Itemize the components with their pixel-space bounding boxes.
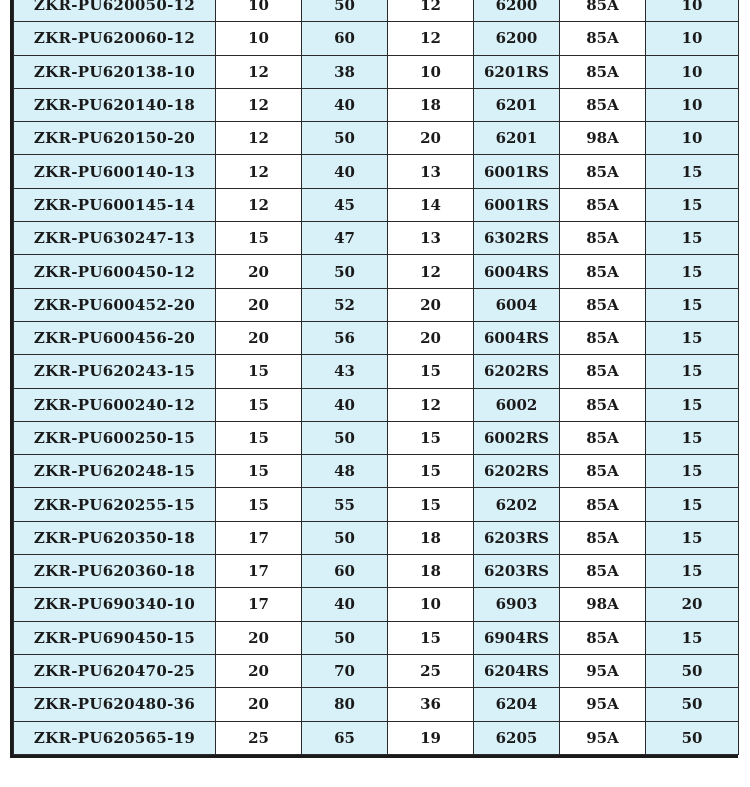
cell-bearing: 6204 <box>474 688 560 721</box>
cell-load: 10 <box>646 0 739 22</box>
cell-inner-diameter: 17 <box>216 588 302 621</box>
cell-model: ZKR-PU620565-19 <box>14 721 216 754</box>
cell-width: 36 <box>388 688 474 721</box>
cell-width: 19 <box>388 721 474 754</box>
cell-load: 15 <box>646 321 739 354</box>
spec-table-body <box>14 0 739 754</box>
cell-outer-diameter: 50 <box>302 122 388 155</box>
cell-bearing: 6002 <box>474 388 560 421</box>
cell-outer-diameter: 56 <box>302 321 388 354</box>
cell-model: ZKR-PU620060-12 <box>14 22 216 55</box>
cell-hardness: 85A <box>560 255 646 288</box>
cell-hardness: 85A <box>560 521 646 554</box>
cell-hardness: 85A <box>560 88 646 121</box>
cell-hardness: 85A <box>560 188 646 221</box>
cell-hardness: 98A <box>560 588 646 621</box>
cell-bearing: 6203RS <box>474 521 560 554</box>
cell-hardness: 98A <box>560 122 646 155</box>
table-row <box>14 488 739 521</box>
cell-bearing: 6004RS <box>474 321 560 354</box>
cell-hardness: 85A <box>560 455 646 488</box>
cell-load: 15 <box>646 555 739 588</box>
cell-width: 15 <box>388 621 474 654</box>
cell-inner-diameter: 15 <box>216 222 302 255</box>
cell-hardness: 85A <box>560 155 646 188</box>
cell-model: ZKR-PU620150-20 <box>14 122 216 155</box>
cell-load: 10 <box>646 55 739 88</box>
cell-bearing: 6001RS <box>474 188 560 221</box>
cell-hardness: 85A <box>560 288 646 321</box>
cell-width: 18 <box>388 88 474 121</box>
cell-load: 15 <box>646 288 739 321</box>
cell-model: ZKR-PU600456-20 <box>14 321 216 354</box>
cell-bearing: 6904RS <box>474 621 560 654</box>
cell-model: ZKR-PU620138-10 <box>14 55 216 88</box>
cell-bearing: 6903 <box>474 588 560 621</box>
cell-outer-diameter: 50 <box>302 255 388 288</box>
cell-bearing: 6004RS <box>474 255 560 288</box>
table-row <box>14 155 739 188</box>
spec-table-container <box>10 0 738 758</box>
cell-inner-diameter: 20 <box>216 621 302 654</box>
cell-hardness: 85A <box>560 555 646 588</box>
table-row <box>14 654 739 687</box>
table-row <box>14 22 739 55</box>
cell-load: 15 <box>646 355 739 388</box>
cell-bearing: 6200 <box>474 22 560 55</box>
cell-width: 18 <box>388 555 474 588</box>
table-row <box>14 721 739 754</box>
cell-inner-diameter: 12 <box>216 155 302 188</box>
cell-outer-diameter: 50 <box>302 521 388 554</box>
cell-load: 10 <box>646 88 739 121</box>
cell-outer-diameter: 48 <box>302 455 388 488</box>
table-row <box>14 521 739 554</box>
table-row <box>14 455 739 488</box>
cell-inner-diameter: 12 <box>216 188 302 221</box>
cell-model: ZKR-PU620248-15 <box>14 455 216 488</box>
cell-model: ZKR-PU620050-12 <box>14 0 216 22</box>
table-row <box>14 122 739 155</box>
cell-outer-diameter: 52 <box>302 288 388 321</box>
cell-hardness: 95A <box>560 688 646 721</box>
cell-width: 12 <box>388 255 474 288</box>
cell-hardness: 85A <box>560 388 646 421</box>
cell-outer-diameter: 80 <box>302 688 388 721</box>
cell-inner-diameter: 15 <box>216 488 302 521</box>
cell-load: 15 <box>646 222 739 255</box>
cell-outer-diameter: 60 <box>302 555 388 588</box>
cell-outer-diameter: 47 <box>302 222 388 255</box>
cell-bearing: 6001RS <box>474 155 560 188</box>
cell-width: 25 <box>388 654 474 687</box>
cell-hardness: 95A <box>560 654 646 687</box>
cell-bearing: 6205 <box>474 721 560 754</box>
cell-width: 20 <box>388 288 474 321</box>
cell-outer-diameter: 40 <box>302 155 388 188</box>
cell-width: 20 <box>388 122 474 155</box>
cell-load: 10 <box>646 22 739 55</box>
cell-width: 12 <box>388 0 474 22</box>
cell-load: 50 <box>646 688 739 721</box>
cell-inner-diameter: 20 <box>216 688 302 721</box>
table-row <box>14 88 739 121</box>
cell-inner-diameter: 10 <box>216 0 302 22</box>
cell-inner-diameter: 15 <box>216 388 302 421</box>
cell-load: 15 <box>646 155 739 188</box>
table-row <box>14 355 739 388</box>
table-row <box>14 222 739 255</box>
cell-model: ZKR-PU620470-25 <box>14 654 216 687</box>
cell-outer-diameter: 40 <box>302 588 388 621</box>
cell-model: ZKR-PU600145-14 <box>14 188 216 221</box>
table-row <box>14 0 739 22</box>
cell-bearing: 6202RS <box>474 455 560 488</box>
cell-bearing: 6203RS <box>474 555 560 588</box>
cell-outer-diameter: 65 <box>302 721 388 754</box>
cell-width: 20 <box>388 321 474 354</box>
cell-inner-diameter: 17 <box>216 555 302 588</box>
cell-load: 50 <box>646 721 739 754</box>
cell-model: ZKR-PU620255-15 <box>14 488 216 521</box>
cell-model: ZKR-PU600140-13 <box>14 155 216 188</box>
cell-model: ZKR-PU600250-15 <box>14 421 216 454</box>
cell-outer-diameter: 40 <box>302 88 388 121</box>
cell-outer-diameter: 45 <box>302 188 388 221</box>
cell-model: ZKR-PU620140-18 <box>14 88 216 121</box>
table-row <box>14 388 739 421</box>
cell-hardness: 85A <box>560 222 646 255</box>
cell-bearing: 6202RS <box>474 355 560 388</box>
cell-width: 10 <box>388 588 474 621</box>
cell-inner-diameter: 15 <box>216 421 302 454</box>
cell-bearing: 6200 <box>474 0 560 22</box>
cell-model: ZKR-PU600452-20 <box>14 288 216 321</box>
cell-model: ZKR-PU690340-10 <box>14 588 216 621</box>
cell-hardness: 85A <box>560 55 646 88</box>
cell-load: 20 <box>646 588 739 621</box>
cell-bearing: 6201RS <box>474 55 560 88</box>
cell-inner-diameter: 12 <box>216 88 302 121</box>
cell-width: 14 <box>388 188 474 221</box>
cell-width: 18 <box>388 521 474 554</box>
cell-bearing: 6201 <box>474 88 560 121</box>
cell-outer-diameter: 60 <box>302 22 388 55</box>
table-row <box>14 588 739 621</box>
cell-load: 15 <box>646 521 739 554</box>
cell-width: 12 <box>388 22 474 55</box>
table-row <box>14 188 739 221</box>
cell-inner-diameter: 25 <box>216 721 302 754</box>
cell-model: ZKR-PU620243-15 <box>14 355 216 388</box>
cell-load: 15 <box>646 621 739 654</box>
cell-load: 15 <box>646 188 739 221</box>
cell-inner-diameter: 20 <box>216 255 302 288</box>
cell-model: ZKR-PU620480-36 <box>14 688 216 721</box>
cell-hardness: 95A <box>560 721 646 754</box>
table-row <box>14 255 739 288</box>
cell-hardness: 85A <box>560 488 646 521</box>
cell-width: 15 <box>388 488 474 521</box>
cell-outer-diameter: 55 <box>302 488 388 521</box>
table-row <box>14 555 739 588</box>
cell-bearing: 6004 <box>474 288 560 321</box>
table-row <box>14 688 739 721</box>
cell-load: 15 <box>646 421 739 454</box>
cell-bearing: 6202 <box>474 488 560 521</box>
cell-load: 15 <box>646 255 739 288</box>
cell-outer-diameter: 70 <box>302 654 388 687</box>
cell-bearing: 6002RS <box>474 421 560 454</box>
cell-inner-diameter: 15 <box>216 355 302 388</box>
table-row <box>14 621 739 654</box>
cell-outer-diameter: 38 <box>302 55 388 88</box>
cell-width: 13 <box>388 155 474 188</box>
cell-width: 15 <box>388 421 474 454</box>
cell-inner-diameter: 12 <box>216 55 302 88</box>
cell-bearing: 6201 <box>474 122 560 155</box>
cell-hardness: 85A <box>560 421 646 454</box>
cell-width: 15 <box>388 355 474 388</box>
cell-model: ZKR-PU600450-12 <box>14 255 216 288</box>
cell-model: ZKR-PU630247-13 <box>14 222 216 255</box>
cell-outer-diameter: 50 <box>302 0 388 22</box>
cell-model: ZKR-PU620350-18 <box>14 521 216 554</box>
cell-load: 10 <box>646 122 739 155</box>
cell-inner-diameter: 15 <box>216 455 302 488</box>
cell-bearing: 6204RS <box>474 654 560 687</box>
cell-load: 15 <box>646 488 739 521</box>
cell-width: 12 <box>388 388 474 421</box>
cell-outer-diameter: 50 <box>302 421 388 454</box>
cell-model: ZKR-PU600240-12 <box>14 388 216 421</box>
cell-hardness: 85A <box>560 355 646 388</box>
cell-model: ZKR-PU620360-18 <box>14 555 216 588</box>
cell-inner-diameter: 17 <box>216 521 302 554</box>
table-row <box>14 288 739 321</box>
cell-width: 10 <box>388 55 474 88</box>
cell-inner-diameter: 20 <box>216 654 302 687</box>
cell-load: 50 <box>646 654 739 687</box>
table-row <box>14 321 739 354</box>
table-row <box>14 421 739 454</box>
cell-width: 15 <box>388 455 474 488</box>
cell-bearing: 6302RS <box>474 222 560 255</box>
cell-outer-diameter: 50 <box>302 621 388 654</box>
cell-width: 13 <box>388 222 474 255</box>
cell-outer-diameter: 40 <box>302 388 388 421</box>
spec-table <box>13 0 739 755</box>
cell-load: 15 <box>646 388 739 421</box>
cell-hardness: 85A <box>560 22 646 55</box>
cell-inner-diameter: 20 <box>216 321 302 354</box>
cell-hardness: 85A <box>560 621 646 654</box>
cell-inner-diameter: 12 <box>216 122 302 155</box>
cell-hardness: 85A <box>560 321 646 354</box>
cell-inner-diameter: 10 <box>216 22 302 55</box>
table-row <box>14 55 739 88</box>
cell-outer-diameter: 43 <box>302 355 388 388</box>
cell-load: 15 <box>646 455 739 488</box>
cell-model: ZKR-PU690450-15 <box>14 621 216 654</box>
cell-hardness: 85A <box>560 0 646 22</box>
cell-inner-diameter: 20 <box>216 288 302 321</box>
